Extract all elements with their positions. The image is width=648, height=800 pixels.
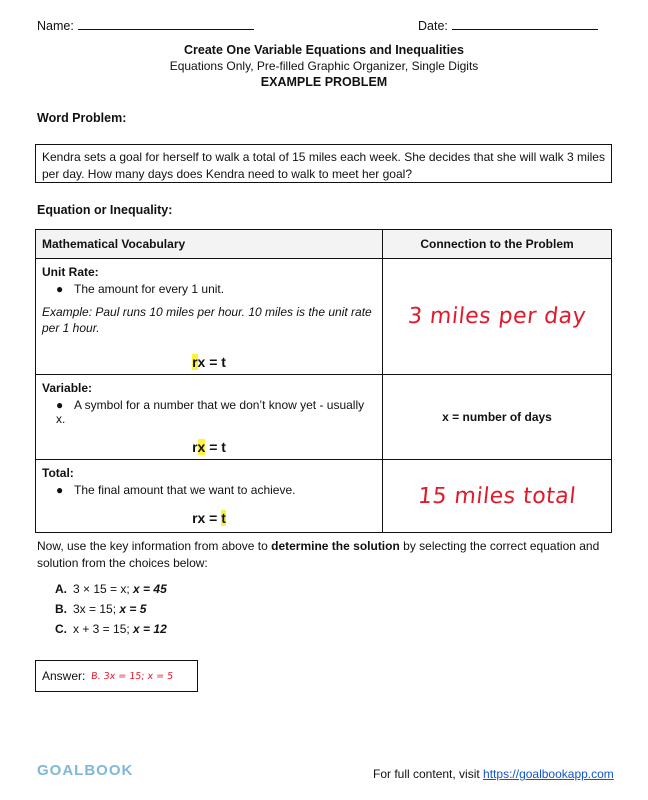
term-variable: Variable: xyxy=(42,381,93,395)
example-unit-rate: Example: Paul runs 10 miles per hour. 10 miles is the unit rate per 1 hour. xyxy=(42,305,372,335)
answer-label: Answer: xyxy=(42,669,86,683)
connection-cell-unit-rate[interactable] xyxy=(383,259,612,375)
word-problem-label: Word Problem: xyxy=(37,111,127,125)
word-problem-text: Kendra sets a goal for herself to walk a total of 15 miles each week. She decides that she will walk 3 miles per day. How many days does Kendra need to walk to meet her goal? xyxy=(42,150,605,181)
formula-highlight: r xyxy=(192,354,198,370)
table-row-variable xyxy=(36,375,612,460)
name-label: Name: xyxy=(37,19,74,33)
header-connection: Connection to the Problem xyxy=(383,230,612,259)
formula-total: rx = t xyxy=(192,510,226,526)
goalbook-link[interactable]: https://goalbookapp.com xyxy=(483,767,614,781)
term-unit-rate: Unit Rate: xyxy=(42,265,99,279)
worksheet-title: Create One Variable Equations and Inequalities xyxy=(184,43,464,57)
graphic-organizer-table xyxy=(35,229,612,533)
vocab-cell-variable xyxy=(36,375,383,460)
table-header-row xyxy=(36,230,612,259)
date-blank-line[interactable] xyxy=(452,18,598,30)
definition-total: ● The final amount that we want to achieve. xyxy=(56,483,296,497)
table-row-unit-rate xyxy=(36,259,612,375)
vocab-cell-unit-rate xyxy=(36,259,383,375)
handwritten-connection-total: 15 miles total xyxy=(416,483,578,509)
formula-highlight: t xyxy=(221,510,226,526)
worksheet-subtitle: Equations Only, Pre-filled Graphic Organizer, Single Digits xyxy=(169,59,479,73)
choice-c[interactable]: C. x + 3 = 15; x = 12 xyxy=(55,622,167,636)
formula-unit-rate: rx = t xyxy=(192,354,226,370)
bullet-icon: ● xyxy=(56,398,64,412)
term-total: Total: xyxy=(42,466,74,480)
choice-b[interactable]: B. 3x = 15; x = 5 xyxy=(55,602,147,616)
bullet-icon: ● xyxy=(56,483,64,497)
date-field xyxy=(418,18,598,33)
name-blank-line[interactable] xyxy=(78,18,254,30)
bullet-icon: ● xyxy=(56,282,64,296)
definition-variable: ● A symbol for a number that we don’t know yet - usually x. xyxy=(56,398,365,426)
word-problem-box xyxy=(35,144,612,183)
answer-choices xyxy=(55,582,167,642)
table-row-total xyxy=(36,460,612,533)
connection-cell-total[interactable] xyxy=(383,460,612,533)
vocab-cell-total xyxy=(36,460,383,533)
example-problem-label: EXAMPLE PROBLEM xyxy=(260,75,388,89)
equation-label: Equation or Inequality: xyxy=(37,203,173,217)
name-field xyxy=(37,18,254,33)
connection-cell-variable[interactable] xyxy=(383,375,612,460)
definition-unit-rate: ● The amount for every 1 unit. xyxy=(56,282,225,296)
date-label: Date: xyxy=(418,19,448,33)
answer-box[interactable] xyxy=(35,660,198,692)
formula-variable: rx = t xyxy=(192,439,226,455)
footer-note: For full content, visit https://goalbookapp.com xyxy=(373,767,614,781)
title-block xyxy=(0,43,648,89)
solution-instructions: Now, use the key information from above to determine the solution by selecting the correct equation and solution from the choices below: xyxy=(37,539,600,570)
choice-a[interactable]: A. 3 × 15 = x; x = 45 xyxy=(55,582,167,596)
handwritten-connection-unit-rate: 3 miles per day xyxy=(406,304,588,329)
goalbook-logo: GOALBOOK xyxy=(37,762,134,779)
formula-highlight: x xyxy=(197,439,206,455)
header-vocabulary: Mathematical Vocabulary xyxy=(36,230,383,259)
handwritten-answer: B. 3x = 15; x = 5 xyxy=(90,670,175,682)
connection-variable: x = number of days xyxy=(442,410,552,424)
